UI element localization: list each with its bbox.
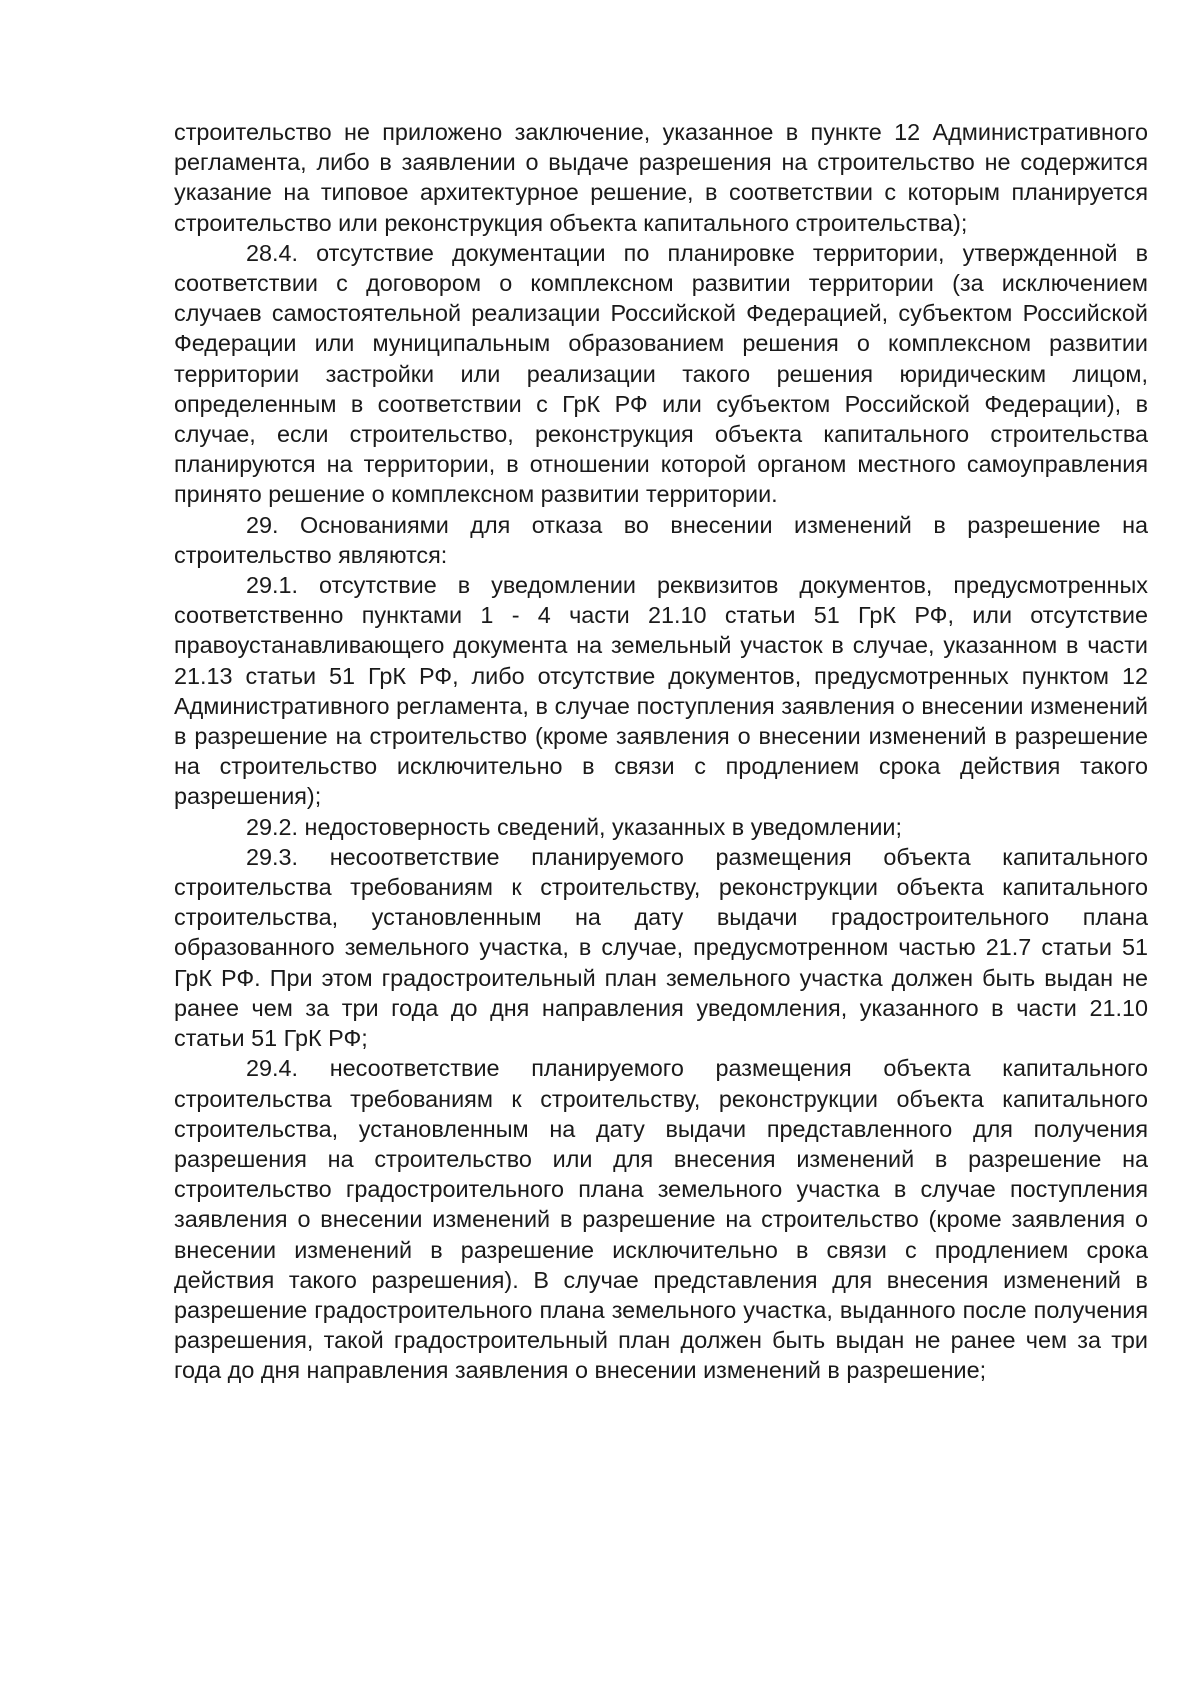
paragraph-29-3: 29.3. несоответствие планируемого размещения объекта капитального строительства требованиям к строительству, реконструкции объекта капитального строительства, установленным на дату выдачи градостроительного плана образованного земельного участка, в случае, предусмотренном частью 21.7 статьи 51 ГрК РФ. При этом градостроительный план земельного участка должен быть выдан не ранее чем за три года до дня направления уведомления, указанного в части 21.10 статьи 51 ГрК РФ; — [174, 843, 1148, 1052]
document-body — [174, 117, 1148, 1386]
paragraph-29-1: 29.1. отсутствие в уведомлении реквизитов документов, предусмотренных соответственно пунктами 1 - 4 части 21.10 статьи 51 ГрК РФ, или отсутствие правоустанавливающего документа на земельный участок в случае, указанном в части 21.13 статьи 51 ГрК РФ, либо отсутствие документов, предусмотренных пунктом 12 Административного регламента, в случае поступления заявления о внесении изменений в разрешение на строительство (кроме заявления о внесении изменений в разрешение на строительство исключительно в связи с продлением срока действия такого разрешения); — [174, 572, 1148, 810]
paragraph-29-4: 29.4. несоответствие планируемого размещения объекта капитального строительства требованиям к строительству, реконструкции объекта капитального строительства, установленным на дату выдачи представленного для получения разрешения на строительство или для внесения изменений в разрешение на строительство градостроительного плана земельного участка в случае поступления заявления о внесении изменений в разрешение на строительство (кроме заявления о внесении изменений в разрешение исключительно в связи с продлением срока действия такого разрешения). В случае представления для внесения изменений в разрешение градостроительного плана земельного участка, выданного после получения разрешения, такой градостроительный план должен быть выдан не ранее чем за три года до дня направления заявления о внесении изменений в разрешение; — [174, 1055, 1148, 1384]
paragraph-28-3-continuation: строительство не приложено заключение, указанное в пункте 12 Административного регламента, либо в заявлении о выдаче разрешения на строительство не содержится указание на типовое архитектурное решение, в соответствии с которым планируется строительство или реконструкция объекта капитального строительства); — [174, 119, 1148, 236]
paragraph-29: 29. Основаниями для отказа во внесении изменений в разрешение на строительство являются: — [174, 511, 1148, 568]
paragraph-29-2: 29.2. недостоверность сведений, указанных в уведомлении; — [246, 813, 902, 840]
paragraph-28-4: 28.4. отсутствие документации по планировке территории, утвержденной в соответствии с договором о комплексном развитии территории (за исключением случаев самостоятельной реализации Российской Федерацией, субъектом Российской Федерации или муниципальным образованием решения о комплексном развитии территории застройки или реализации такого решения юридическим лицом, определенным в соответствии с ГрК РФ или субъектом Российской Федерации), в случае, если строительство, реконструкция объекта капитального строительства планируются на территории, в отношении которой органом местного самоуправления принято решение о комплексном развитии территории. — [174, 239, 1148, 508]
